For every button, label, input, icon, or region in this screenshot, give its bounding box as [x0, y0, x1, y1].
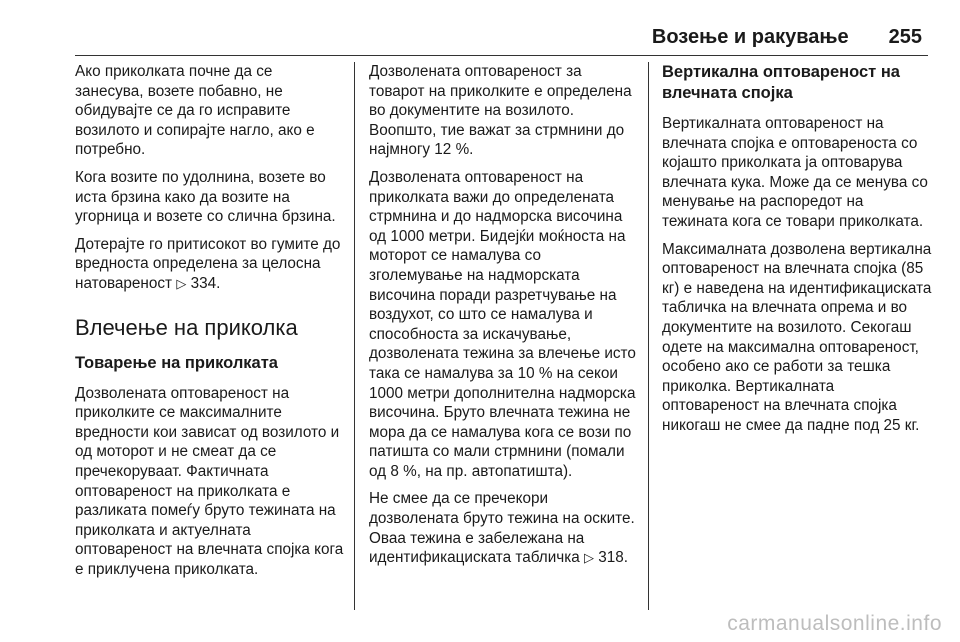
section-heading: Влечење на приколка	[75, 314, 298, 340]
column-2	[369, 62, 637, 577]
column-divider	[648, 62, 649, 610]
page-reference: 334.	[190, 274, 221, 292]
subsection-heading: Вертикална оптовареност на влечната спојка	[662, 63, 900, 102]
paragraph: Дозволената оптовареност на приколката важи до определената стрмнина и до надморска височина од 1000 метри. Бидејќи моќноста на моторот се намалува со зголемување на надморската височина поради разретчување на воздухот, со што се намалува и способноста за искачување, дозволената тежина за влечење исто така се намалува за 10 % на секои 1000 метри дополнителна надморска височина. Бруто влечната тежина не мора да се намалува кога се вози по патишта со мали стрмнини (помали од 8 %, на пр. автопатишта).	[369, 168, 636, 480]
paragraph	[75, 235, 345, 295]
column-3	[662, 62, 932, 444]
page-header	[652, 26, 922, 49]
paragraph	[369, 489, 637, 568]
paragraph: Максималната дозволена вертикална оптовареност на влечната спојка (85 кг) е наведена на идентификациската табличка на влечната опрема и во документите на возилото. Секогаш одете на максимална оптовареност, особено ако се работи за тешка приколка. Вертикалната оптовареност на влечната спојка никогаш не смее да падне под 25 кг.	[662, 240, 932, 434]
page-title: Возење и ракување	[651, 26, 849, 48]
paragraph: Дозволената оптовареност на приколките се максималните вредности кои зависат од возилото и од моторот и не смеат да се пречекоруваат. Фактичната оптовареност на приколката е разликата помеѓу бруто тежината на приколката и актуелната оптовареност на влечната спојка кога е приклучена приколката.	[75, 384, 344, 578]
subsection-heading: Товарење на приколката	[75, 353, 278, 372]
arrow-reference-icon: ▷	[584, 551, 595, 567]
header-divider	[75, 55, 928, 56]
paragraph-text: Не смее да се пречекори дозволената бруто тежина на оските. Оваа тежина е забележана на идентификациската табличка	[369, 490, 635, 567]
paragraph: Вертикалната оптовареност на влечната спојка е оптовареноста со којашто приколката ја оптоварува влечната кука. Може да се менува со менување на распоредот на тежината кога се товари приколката.	[662, 115, 928, 230]
column-1	[75, 62, 345, 587]
watermark: carmanualsonline.info	[727, 612, 942, 635]
paragraph: Ако приколката почне да се занесува, возете побавно, не обидувајте се да го исправите возилото и сопирајте нагло, ако е потребно.	[75, 63, 315, 159]
page-reference: 318.	[598, 549, 629, 567]
column-divider	[354, 62, 355, 610]
paragraph: Дозволената оптовареност за товарот на приколките е определена во документите на возилото. Воопшто, тие важат за стрмнини до најмногу 12 %.	[369, 63, 632, 159]
paragraph: Кога возите по удолнина, возете во иста брзина како да возите на угорница и возете со слична брзина.	[75, 168, 336, 226]
arrow-reference-icon: ▷	[176, 276, 187, 292]
paragraph-text: Дотерајте го притисокот во гумите до вредноста определена за целосна натовареност	[75, 235, 341, 292]
page-number: 255	[888, 26, 922, 48]
